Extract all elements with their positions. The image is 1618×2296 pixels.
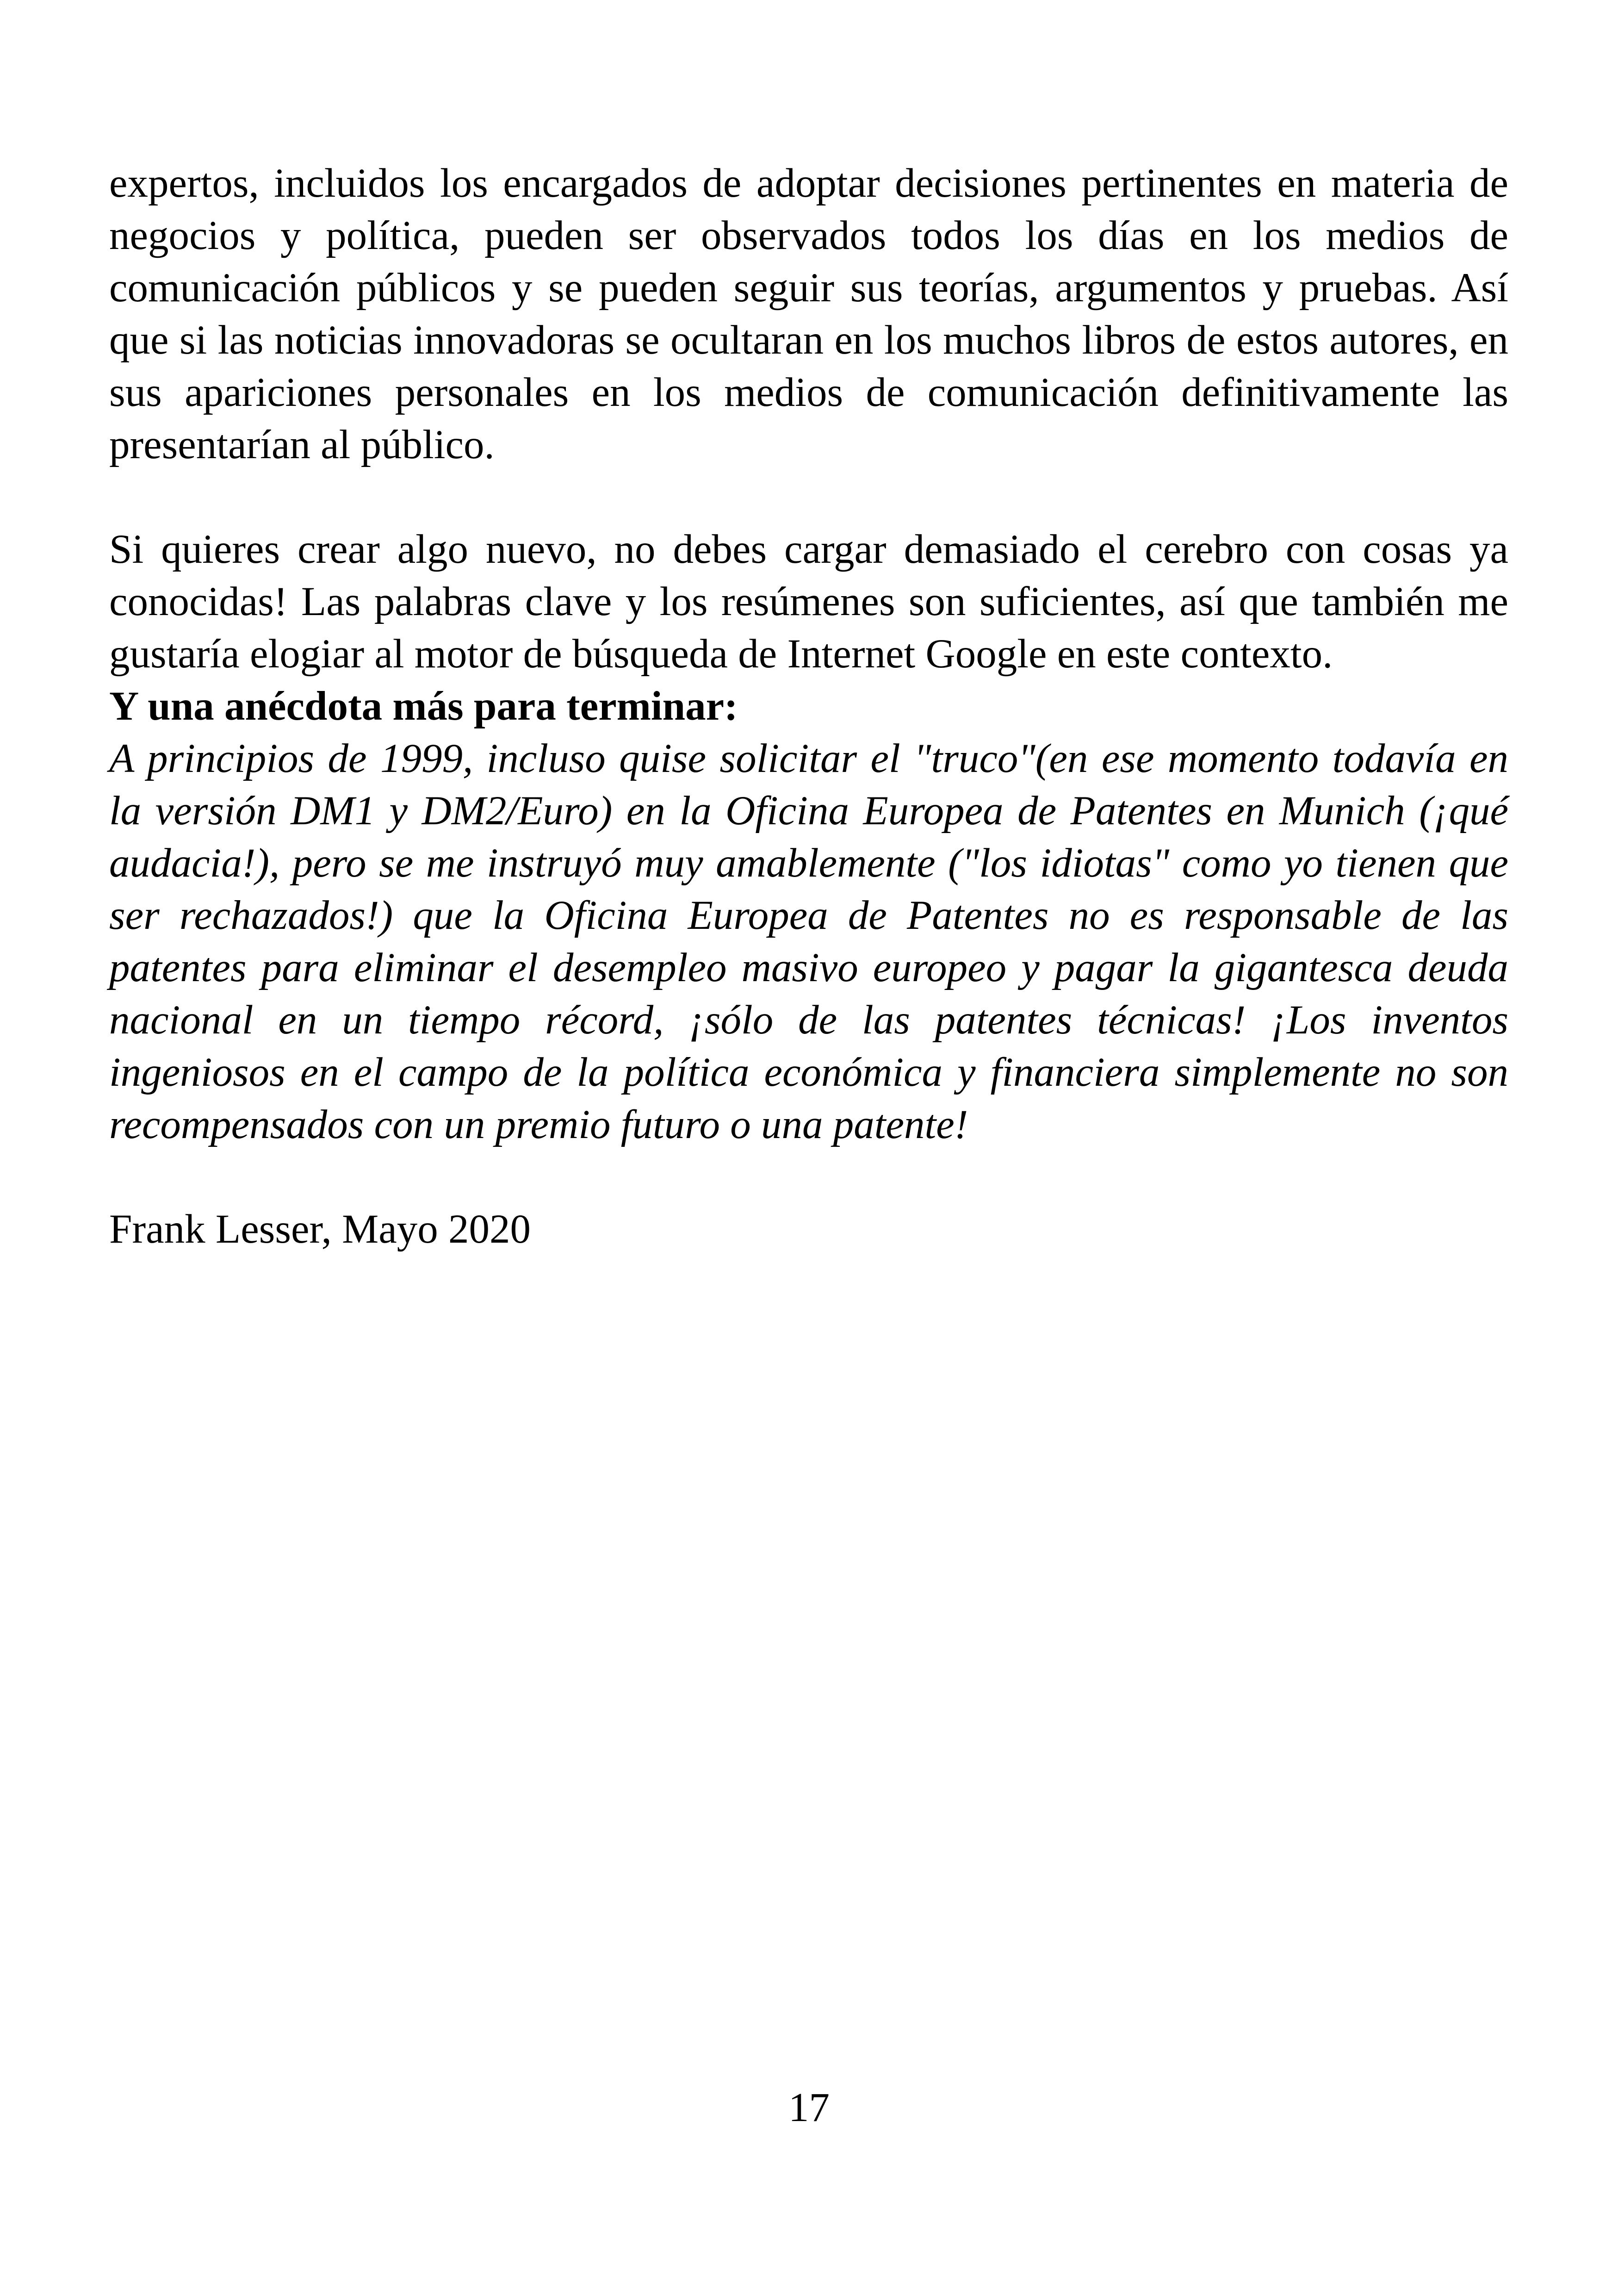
- page-number: 17: [788, 2085, 830, 2130]
- anecdote-heading: Y una anécdota más para terminar:: [109, 684, 738, 729]
- anecdote-paragraph: A principios de 1999, incluso quise solicitar el "truco"(en ese momento todavía en la versión DM1 y DM2/Euro) en la Oficina Europea de Patentes en Munich (¡qué audacia!), pero se me instruyó muy amablemente ("los idiotas" como yo tienen que ser rechazados!) que la Oficina Europea de Patentes no es responsable de las patentes para eliminar el desempleo masivo europeo y pagar la gigantesca deuda nacional en un tiempo récord, ¡sólo de las patentes técnicas! ¡Los inventos ingeniosos en el campo de la política económica y financiera simplemente no son recompensados con un premio futuro o una patente!: [109, 736, 1508, 1147]
- page-body: [109, 157, 1508, 1256]
- body-paragraph-1: expertos, incluidos los encargados de adoptar decisiones pertinentes en materia de negocios y política, pueden ser observados todos los días en los medios de comunicación públicos y se pueden seguir sus teorías, argumentos y pruebas. Así que si las noticias innovadoras se ocultaran en los muchos libros de estos autores, en sus apariciones personales en los medios de comunicación definitivamente las presentarían al público.: [109, 161, 1508, 467]
- body-paragraph-2: Si quieres crear algo nuevo, no debes cargar demasiado el cerebro con cosas ya conocidas! Las palabras clave y los resúmenes son suficientes, así que también me gustaría elogiar al motor de búsqueda de Internet Google en este contexto.: [109, 527, 1508, 677]
- author-signature: Frank Lesser, Mayo 2020: [109, 1207, 531, 1252]
